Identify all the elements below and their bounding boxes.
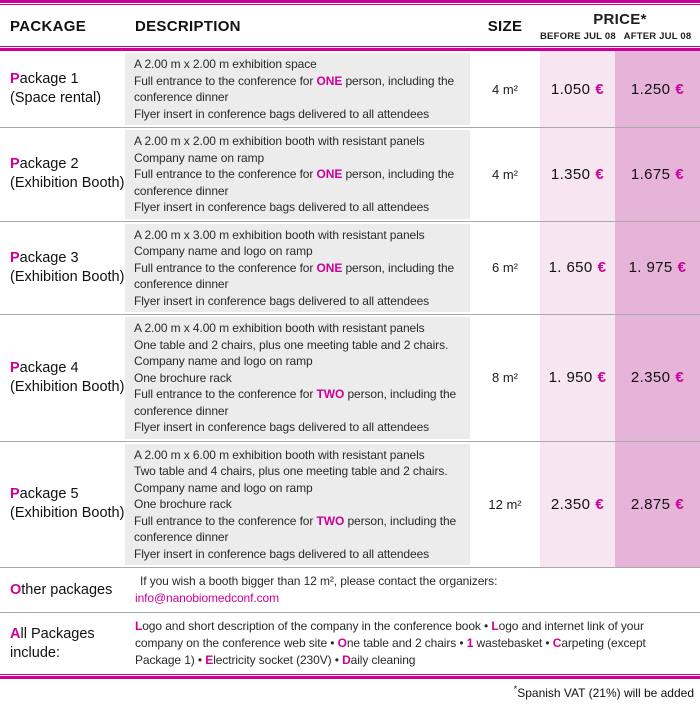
package-description-cell xyxy=(125,315,470,441)
all-packages-title-line2: include: xyxy=(10,644,60,661)
package-size: 4 m² xyxy=(470,128,540,221)
package-initial: P xyxy=(10,249,20,266)
description-line: Flyer insert in conference bags delivered to all attendees xyxy=(134,293,430,308)
all-packages-row xyxy=(0,613,700,674)
package-size: 4 m² xyxy=(470,51,540,127)
package-subtitle: (Space rental) xyxy=(10,90,102,106)
all-packages-title: All Packages include: xyxy=(0,625,125,663)
euro-sign: € xyxy=(595,165,605,183)
package-name: Package 4 xyxy=(10,359,79,376)
euro-sign: € xyxy=(677,259,687,277)
description-line: Full entrance to the conference for ONE person, including the conference dinner xyxy=(134,260,455,291)
package-initial: P xyxy=(10,71,20,87)
column-header-package: PACKAGE xyxy=(10,17,86,35)
footnote-asterisk: * xyxy=(513,684,518,694)
package-row xyxy=(0,222,700,316)
title-initial: A xyxy=(10,625,21,642)
contact-email-link[interactable]: info@nanobiomedconf.com xyxy=(135,591,279,605)
package-size: 12 m² xyxy=(470,442,540,568)
description-line: One table and 2 chairs, plus one meeting table and 2 chairs. xyxy=(134,337,449,352)
description-line: Full entrance to the conference for ONE person, including the conference dinner xyxy=(134,73,455,104)
price-after-jul08 xyxy=(615,222,700,315)
package-row xyxy=(0,51,700,128)
description-line: A 2.00 m x 2.00 m exhibition space xyxy=(134,57,317,71)
column-header-size: SIZE xyxy=(487,17,523,35)
package-row xyxy=(0,315,700,442)
description-line: Flyer insert in conference bags delivered to all attendees xyxy=(134,106,430,121)
price-value: 1. 950 xyxy=(548,369,593,387)
package-description-cell xyxy=(125,128,470,221)
description-line: Full entrance to the conference for TWO person, including the conference dinner xyxy=(134,513,457,544)
description-line: Flyer insert in conference bags delivered to all attendees xyxy=(134,200,430,214)
description-line: Full entrance to the conference for ONE person, including the conference dinner xyxy=(134,167,455,198)
column-header-price-group xyxy=(540,11,700,42)
package-size: 8 m² xyxy=(470,315,540,441)
package-row xyxy=(0,442,700,569)
price-value: 1. 975 xyxy=(628,259,673,277)
price-value: 1. 650 xyxy=(548,259,593,277)
package-name-cell xyxy=(0,222,125,315)
price-value: 1.675 xyxy=(630,165,671,183)
price-value: 2.350 xyxy=(630,369,671,387)
price-value: 2.350 xyxy=(550,495,591,513)
package-name-cell xyxy=(0,442,125,568)
highlighted-text: E xyxy=(205,653,214,667)
euro-sign: € xyxy=(675,165,685,183)
highlighted-text: C xyxy=(552,636,562,650)
euro-sign: € xyxy=(597,259,607,277)
description-line: Company name and logo on ramp xyxy=(134,244,313,258)
description-line: A 2.00 m x 3.00 m exhibition booth with resistant panels xyxy=(134,227,425,242)
price-after-jul08 xyxy=(615,51,700,127)
package-description-cell xyxy=(125,442,470,568)
price-value: 1.250 xyxy=(630,80,671,98)
euro-sign: € xyxy=(597,369,607,387)
description-line: Two table and 4 chairs, plus one meeting table and 2 chairs. xyxy=(134,464,448,478)
description-line: Company name and logo on ramp xyxy=(134,354,313,368)
package-description-cell xyxy=(125,51,470,127)
description-line: Full entrance to the conference for TWO person, including the conference dinner xyxy=(134,387,457,418)
column-header-after-jul08: AFTER JUL 08 xyxy=(623,30,692,42)
package-rows xyxy=(0,51,700,568)
description-line: A 2.00 m x 2.00 m exhibition booth with resistant panels xyxy=(134,134,425,148)
other-packages-text: If you wish a booth bigger than 12 m², please contact the organizers: xyxy=(140,574,498,588)
euro-sign: € xyxy=(595,80,605,98)
highlighted-text: L xyxy=(491,619,499,633)
highlighted-text: 1 xyxy=(466,636,474,650)
package-name-cell xyxy=(0,51,125,127)
highlighted-text: D xyxy=(342,653,351,667)
euro-sign: € xyxy=(595,495,605,513)
description-line: Flyer insert in conference bags delivered to all attendees xyxy=(134,546,430,561)
vat-footnote xyxy=(0,679,700,706)
price-value: 1.050 xyxy=(550,80,591,98)
package-name: Package 5 xyxy=(10,486,79,503)
description-line: Flyer insert in conference bags delivered to all attendees xyxy=(134,420,430,434)
package-subtitle: (Exhibition Booth) xyxy=(10,378,125,395)
price-before-jul08 xyxy=(540,442,615,568)
euro-sign: € xyxy=(675,495,685,513)
highlighted-text: ONE xyxy=(316,73,343,88)
package-name: Package 1 xyxy=(10,71,79,87)
package-name: Package 2 xyxy=(10,156,79,173)
highlighted-text: ONE xyxy=(316,167,343,181)
price-before-jul08 xyxy=(540,315,615,441)
highlighted-text: TWO xyxy=(316,387,345,401)
description-line: Company name on ramp xyxy=(134,150,265,165)
table-header xyxy=(0,5,700,46)
description-line: Company name and logo on ramp xyxy=(134,480,313,495)
price-before-jul08 xyxy=(540,51,615,127)
description-line: One brochure rack xyxy=(134,370,232,385)
price-after-jul08 xyxy=(615,128,700,221)
euro-sign: € xyxy=(675,80,685,98)
price-value: 2.875 xyxy=(630,495,671,513)
package-name-cell xyxy=(0,315,125,441)
other-packages-body xyxy=(125,568,700,612)
package-initial: P xyxy=(10,156,20,173)
package-row xyxy=(0,128,700,222)
package-subtitle: (Exhibition Booth) xyxy=(10,505,125,522)
package-subtitle: (Exhibition Booth) xyxy=(10,268,125,285)
price-after-jul08 xyxy=(615,442,700,568)
footnote-text: Spanish VAT (21%) will be added xyxy=(517,686,694,700)
all-packages-body: Logo and short description of the company in the conference book • Logo and internet link of your company on the conference web site • One table and 2 chairs • 1 wastebasket • Carpeting (except Package 1) • Electricity socket (230V) • Daily cleaning xyxy=(135,619,646,667)
price-after-jul08 xyxy=(615,315,700,441)
column-header-price: PRICE* xyxy=(593,10,647,28)
description-line: One brochure rack xyxy=(134,497,232,511)
package-subtitle: (Exhibition Booth) xyxy=(10,175,125,192)
price-value: 1.350 xyxy=(550,165,591,183)
other-packages-title: Other packages xyxy=(10,581,113,598)
column-header-description: DESCRIPTION xyxy=(135,17,241,35)
package-size: 6 m² xyxy=(470,222,540,315)
description-line: A 2.00 m x 6.00 m exhibition booth with resistant panels xyxy=(134,447,425,462)
package-description-cell xyxy=(125,222,470,315)
package-initial: P xyxy=(10,486,20,503)
highlighted-text: O xyxy=(337,636,347,650)
price-before-jul08 xyxy=(540,128,615,221)
price-before-jul08 xyxy=(540,222,615,315)
title-initial: O xyxy=(10,581,22,598)
highlighted-text: L xyxy=(135,619,143,633)
package-name-cell xyxy=(0,128,125,221)
euro-sign: € xyxy=(675,369,685,387)
description-line: A 2.00 m x 4.00 m exhibition booth with resistant panels xyxy=(134,321,425,335)
package-initial: P xyxy=(10,359,20,376)
other-packages-row xyxy=(0,568,700,613)
highlighted-text: ONE xyxy=(316,260,343,275)
package-name: Package 3 xyxy=(10,249,79,266)
highlighted-text: TWO xyxy=(316,513,345,528)
column-header-before-jul08: BEFORE JUL 08 xyxy=(540,30,616,42)
